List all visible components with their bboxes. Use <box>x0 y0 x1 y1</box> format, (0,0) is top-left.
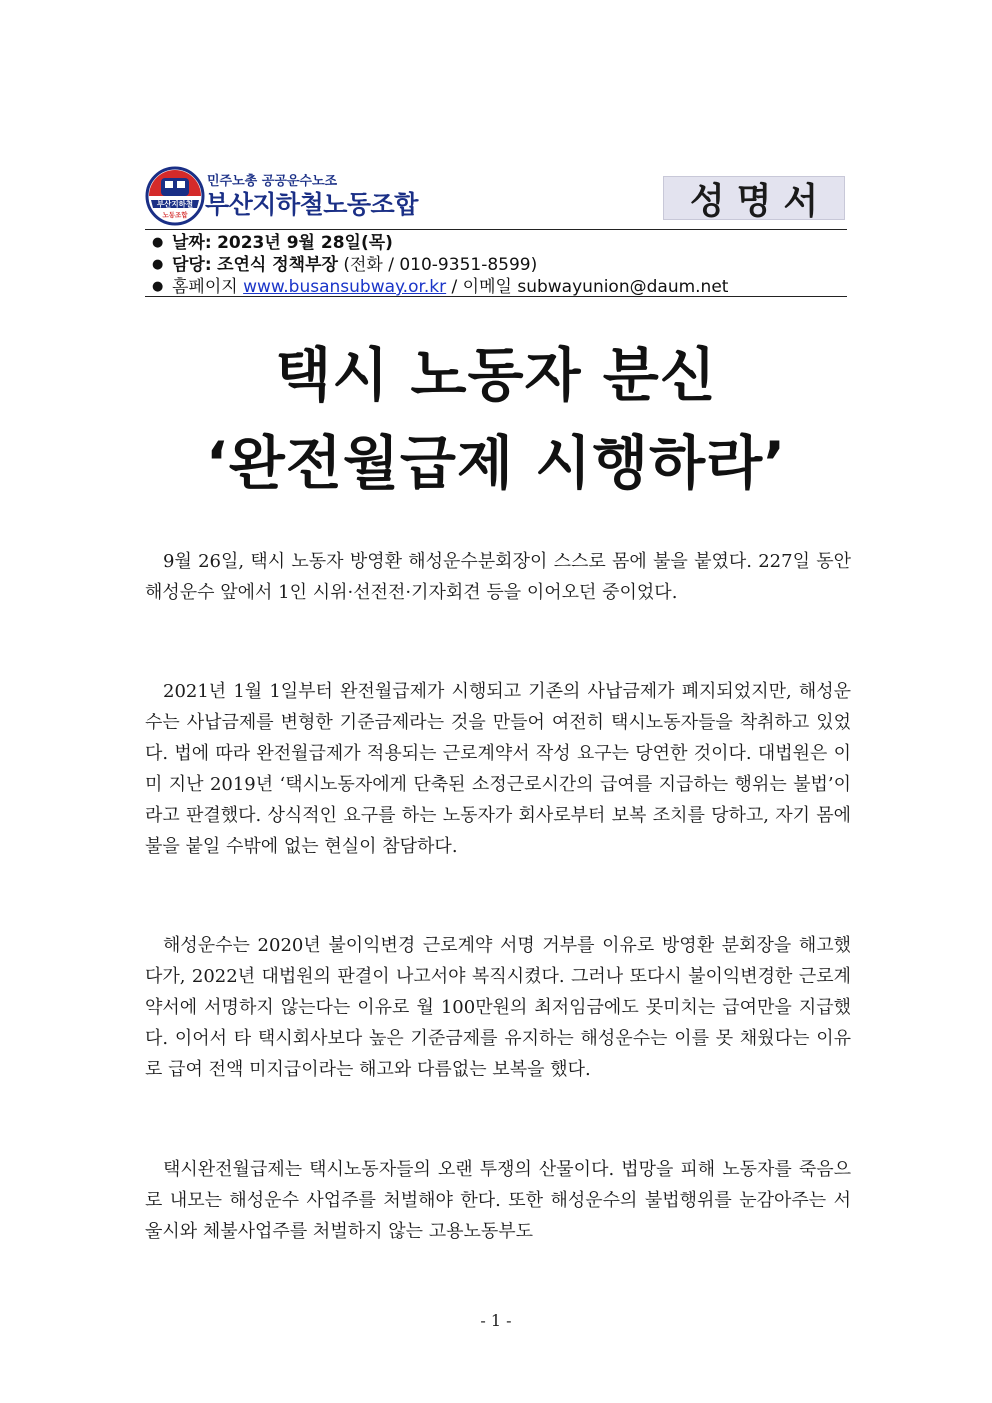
contact-phone: (전화 / 010-9351-8599) <box>343 255 538 275</box>
federation-name: 민주노총 공공운수노조 <box>207 174 338 189</box>
letterhead <box>145 166 847 226</box>
paragraph-text: 2021년 1월 1일부터 완전월급제가 시행되고 기존의 사납금제가 폐지되었지만, 해성운수는 사납금제를 변형한 기준금제라는 것을 만들어 여전히 택시노동자들을 착취하고 있었다. 법에 따라 완전월급제가 적용되는 근로계약서 작성 요구는 당연한 것이다. 대법원은 이미 지난 2019년 ‘택시노동자에게 단축된 소정근로시간의 급여를 지급하는 행위는 불법’이라고 판결했다. 상식적인 요구를 하는 노동자가 회사로부터 보복 조치를 당하고, 자기 몸에 불을 붙일 수밖에 없는 현실이 참담하다. <box>145 681 851 857</box>
body-paragraph-3 <box>145 930 851 1085</box>
logo-text-bottom: 노동조합 <box>162 211 188 219</box>
bullet-icon: ● <box>152 235 164 250</box>
contact-name: 조연식 정책부장 <box>217 255 338 275</box>
contact-row <box>152 254 842 276</box>
date-value: 2023년 9월 28일(목) <box>217 233 393 253</box>
email-address: subwayunion@daum.net <box>517 277 729 297</box>
bullet-icon: ● <box>152 279 164 294</box>
page-number: - 1 - <box>480 1311 512 1330</box>
paragraph-text: 9월 26일, 택시 노동자 방영환 해성운수분회장이 스스로 몸에 불을 붙였다. 227일 동안 해성운수 앞에서 1인 시위·선전전·기자회견 등을 이어오던 중이었다. <box>145 551 851 603</box>
date-label: 날짜: <box>172 233 212 253</box>
header-divider-bottom <box>145 296 847 297</box>
body-paragraph-2 <box>145 676 851 862</box>
date-row <box>152 232 842 254</box>
bullet-icon: ● <box>152 257 164 272</box>
contact-label: 담당: <box>172 255 212 275</box>
release-meta <box>152 232 842 298</box>
headline-line-2: ‘완전월급제 시행하라’ <box>205 429 787 497</box>
homepage-link[interactable]: www.busansubway.or.kr <box>243 277 447 297</box>
document-type-label: 성명서 <box>663 176 845 220</box>
paragraph-text: 해성운수는 2020년 불이익변경 근로계약 서명 거부를 이유로 방영환 분회장을 해고했다가, 2022년 대법원의 판결이 나고서야 복직시켰다. 그러나 또다시 불이익변경한 근로계약서에 서명하지 않는다는 이유로 월 100만원의 최저임금에도 못미치는 급여만을 지급했다. 이어서 타 택시회사보다 높은 기준금제를 유지하는 해성운수는 이를 못 채웠다는 이유로 급여 전액 미지급이라는 해고와 다름없는 보복을 했다. <box>145 935 851 1080</box>
headline-line-1: 택시 노동자 분신 <box>275 341 717 409</box>
body-paragraph-1 <box>145 546 851 608</box>
body-paragraph-4 <box>145 1154 851 1247</box>
email-label: / 이메일 <box>451 277 512 297</box>
union-logo <box>145 166 205 226</box>
union-name: 부산지하철노동조합 <box>205 190 418 219</box>
logo-text-top: 부산지하철 <box>156 199 194 209</box>
web-row <box>152 276 842 298</box>
homepage-label: 홈페이지 <box>172 277 238 297</box>
header-divider-top <box>145 229 847 230</box>
paragraph-text: 택시완전월급제는 택시노동자들의 오랜 투쟁의 산물이다. 법망을 피해 노동자를 죽음으로 내모는 해성운수 사업주를 처벌해야 한다. 또한 해성운수의 불법행위를 눈감아주는 서울시와 체불사업주를 처벌하지 않는 고용노동부도 <box>145 1159 851 1242</box>
